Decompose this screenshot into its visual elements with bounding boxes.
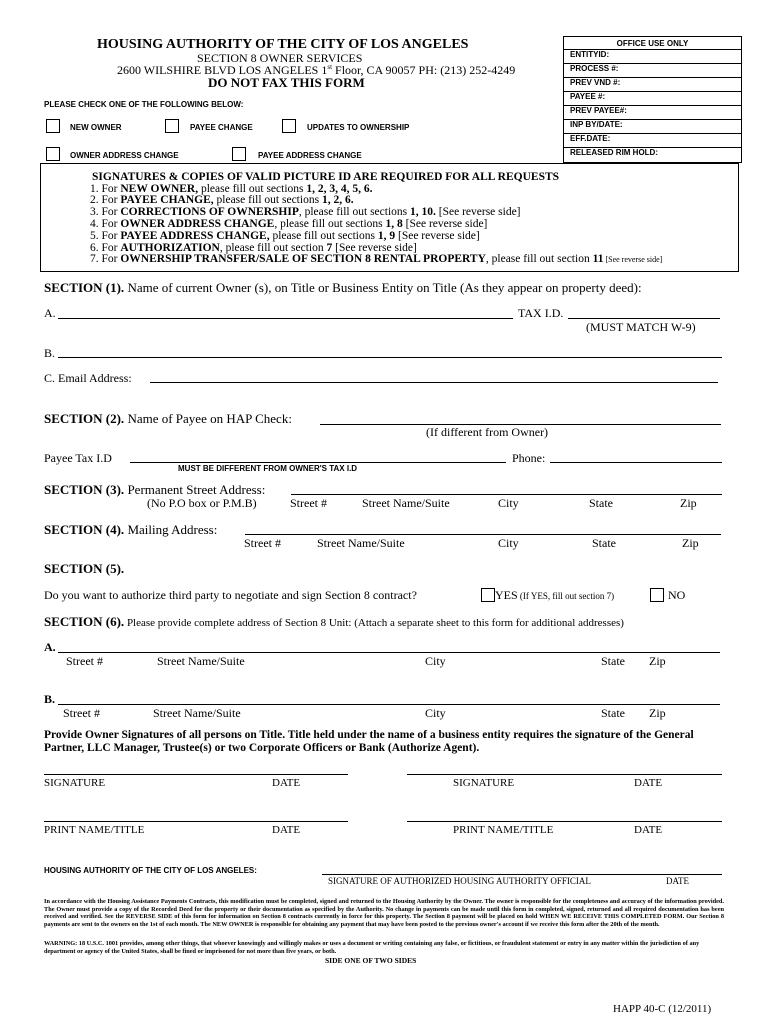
- owner-address-change-label: OWNER ADDRESS CHANGE: [70, 151, 179, 160]
- office-row-prev-payee: PREV PAYEE#:: [564, 105, 741, 115]
- b-street-name-label: Street Name/Suite: [153, 706, 241, 720]
- email-field[interactable]: [150, 382, 718, 383]
- requirements-heading: SIGNATURES & COPIES OF VALID PICTURE ID ARE REQUIRED FOR ALL REQUESTS: [92, 171, 560, 183]
- new-owner-checkbox[interactable]: [46, 119, 60, 133]
- owner-name-b-field[interactable]: [58, 357, 722, 358]
- section-3-heading: SECTION (3). Permanent Street Address:: [44, 482, 266, 497]
- requirement-item: 7. For OWNERSHIP TRANSFER/SALE OF SECTION 8 RENTAL PROPERTY, please fill out section 11 [See reverse side]: [90, 253, 663, 265]
- payee-address-change-checkbox[interactable]: [232, 147, 246, 161]
- s4-street-label: Street #: [244, 536, 281, 550]
- a-city-label: City: [425, 654, 446, 668]
- payee-address-change-label: PAYEE ADDRESS CHANGE: [258, 151, 362, 160]
- agency-address: 2600 WILSHIRE BLVD LOS ANGELES 1st Floor, CA 90057 PH: (213) 252-4249: [117, 63, 516, 77]
- office-row-process: PROCESS #:: [564, 63, 741, 73]
- requirement-item: 6. For AUTHORIZATION, please fill out section 7 [See reverse side]: [90, 242, 417, 254]
- office-use-box: [563, 36, 742, 163]
- no-po-box-note: (No P.O box or P.M.B): [147, 496, 257, 510]
- s3-street-label: Street #: [290, 496, 327, 510]
- email-label: C. Email Address:: [44, 371, 132, 385]
- a-state-label: State: [601, 654, 625, 668]
- b-state-label: State: [601, 706, 625, 720]
- b-zip-label: Zip: [649, 706, 666, 720]
- owner2-print-name-field[interactable]: [407, 821, 722, 822]
- section-1-heading: SECTION (1). Name of current Owner (s), on Title or Business Entity on Title (As they appear on property deed):: [44, 280, 642, 295]
- ha-official-signature-field[interactable]: [322, 874, 722, 875]
- must-match-w9-note: (MUST MATCH W-9): [586, 320, 696, 334]
- b-street-label: Street #: [63, 706, 100, 720]
- sig2-date-label: DATE: [634, 777, 663, 789]
- agency-title: HOUSING AUTHORITY OF THE CITY OF LOS ANGELES: [97, 37, 469, 52]
- authorize-no-checkbox[interactable]: [650, 588, 664, 602]
- phone-field[interactable]: [550, 462, 722, 463]
- owner-address-change-checkbox[interactable]: [46, 147, 60, 161]
- unit-a-address-field[interactable]: [58, 652, 720, 653]
- sig1-label: SIGNATURE: [44, 777, 106, 789]
- tax-id-field[interactable]: [568, 318, 720, 319]
- office-row-prev-vnd: PREV VND #:: [564, 77, 741, 87]
- requirement-item: 3. For CORRECTIONS OF OWNERSHIP, please fill out sections 1, 10. [See reverse side]: [90, 206, 521, 218]
- permanent-address-field[interactable]: [291, 494, 722, 495]
- form-id: HAPP 40-C (12/2011): [613, 1003, 712, 1015]
- section-1b-label: B.: [44, 346, 56, 360]
- sig1-date-label: DATE: [272, 777, 301, 789]
- phone-label: Phone:: [512, 451, 546, 465]
- owner-name-a-field[interactable]: [58, 318, 513, 319]
- owner-signature-instruction: Provide Owner Signatures of all persons on Title. Title held under the name of a business entity requires the signature of the General Partner, LLC Manager, Trustee(s) or two Corporate Officers or Bank (Authorize Agent).: [44, 729, 694, 754]
- new-owner-label: NEW OWNER: [70, 123, 122, 132]
- section-4-heading: SECTION (4). Mailing Address:: [44, 522, 218, 537]
- department-name: SECTION 8 OWNER SERVICES: [197, 51, 363, 65]
- print1-label: PRINT NAME/TITLE: [44, 824, 145, 836]
- authorize-no-label: NO: [668, 588, 686, 602]
- office-row-entityid: ENTITYID:: [564, 49, 741, 59]
- no-fax-notice: DO NOT FAX THIS FORM: [208, 75, 365, 90]
- unit-b-address-field[interactable]: [58, 704, 720, 705]
- payee-change-checkbox[interactable]: [165, 119, 179, 133]
- s3-street-name-label: Street Name/Suite: [362, 496, 450, 510]
- office-row-inp-by-date: INP BY/DATE:: [564, 119, 741, 129]
- side-one-label: SIDE ONE OF TWO SIDES: [325, 956, 417, 965]
- ha-signature-label: HOUSING AUTHORITY OF THE CITY OF LOS ANGELES:: [44, 866, 257, 875]
- must-differ-note: MUST BE DIFFERENT FROM OWNER'S TAX I.D: [178, 464, 358, 473]
- authorize-yes-checkbox[interactable]: [481, 588, 495, 602]
- s3-zip-label: Zip: [680, 496, 697, 510]
- payee-change-label: PAYEE CHANGE: [190, 123, 253, 132]
- section-6-heading: SECTION (6). Please provide complete address of Section 8 Unit: (Attach a separate sheet to this form for additional addresses): [44, 614, 624, 629]
- authorize-yes-label: YES (If YES, fill out section 7): [495, 588, 615, 602]
- s4-state-label: State: [592, 536, 616, 550]
- updates-ownership-label: UPDATES TO OWNERSHIP: [307, 123, 410, 132]
- authorize-question: Do you want to authorize third party to negotiate and sign Section 8 contract?: [44, 588, 417, 602]
- payee-tax-id-label: Payee Tax I.D: [44, 451, 112, 465]
- section-5-heading: SECTION (5).: [44, 561, 125, 576]
- s4-zip-label: Zip: [682, 536, 699, 550]
- print2-label: PRINT NAME/TITLE: [453, 824, 554, 836]
- section-1a-label: A.: [44, 306, 56, 320]
- unit-a-label: A.: [44, 640, 56, 654]
- a-zip-label: Zip: [649, 654, 666, 668]
- office-row-payee: PAYEE #:: [564, 91, 741, 101]
- owner1-print-name-field[interactable]: [44, 821, 348, 822]
- if-different-note: (If different from Owner): [426, 425, 549, 439]
- s4-city-label: City: [498, 536, 519, 550]
- mailing-address-field[interactable]: [245, 534, 721, 535]
- owner1-signature-field[interactable]: [44, 774, 348, 775]
- check-instruction: PLEASE CHECK ONE OF THE FOLLOWING BELOW:: [44, 100, 244, 109]
- sig2-label: SIGNATURE: [453, 777, 515, 789]
- requirement-item: 5. For PAYEE ADDRESS CHANGE, please fill out sections 1, 9 [See reverse side]: [90, 230, 480, 242]
- print1-date-label: DATE: [272, 824, 301, 836]
- section-2-heading: SECTION (2). Name of Payee on HAP Check:: [44, 411, 292, 426]
- ha-official-label: SIGNATURE OF AUTHORIZED HOUSING AUTHORITY OFFICIAL: [328, 876, 591, 886]
- tax-id-label: TAX I.D.: [518, 306, 564, 320]
- ha-date-label: DATE: [666, 876, 689, 886]
- requirement-item: 1. For NEW OWNER, please fill out sections 1, 2, 3, 4, 5, 6.: [90, 183, 373, 195]
- owner2-signature-field[interactable]: [407, 774, 722, 775]
- warning-paragraph: WARNING: 18 U.S.C. 1001 provides, among other things, that whoever knowingly and willingly makes or uses a document or writing containing any false, or fictitious, or fraudulent statement or entry in any matter within the jurisdiction of any department or agency of the United States, shall be fined or imprisoned for not more than five years, or both.: [44, 940, 700, 955]
- print2-date-label: DATE: [634, 824, 663, 836]
- office-use-title: OFFICE USE ONLY: [616, 39, 689, 48]
- requirement-item: 4. For OWNER ADDRESS CHANGE, please fill out sections 1, 8 [See reverse side]: [90, 218, 488, 230]
- office-row-eff-date: EFF.DATE:: [564, 133, 741, 143]
- updates-ownership-checkbox[interactable]: [282, 119, 296, 133]
- payee-tax-id-field[interactable]: [130, 462, 506, 463]
- office-row-released-rim-hold: RELEASED RIM HOLD:: [564, 147, 741, 157]
- b-city-label: City: [425, 706, 446, 720]
- a-street-name-label: Street Name/Suite: [157, 654, 245, 668]
- s3-city-label: City: [498, 496, 519, 510]
- legal-paragraph: In accordance with the Housing Assistance Payments Contracts, this modification must be completed, signed and returned to the Housing Authority by the Owner. The owner is responsible for the completeness and accuracy of the information provided. The Owner must provide a copy of the Recorded Deed for the property or their documentation as specified by the Authority. No change in payments can be made until this form in completed, signed, returned and all required documentation has been received and verified. See the REVERSE SIDE of this form for information on Section 8 contracts currently in force for this property. The Section 8 payment will be placed on hold WHEN WE RECEIVE THIS COMPLETED FORM. Our Section 8 payments are sent to the owners on the 1st of each month. The NEW OWNER is responsible for obtaining any payment that may have been posted to the previous owner's account if we receive this form after the 20th of the month.: [44, 898, 724, 928]
- s4-street-name-label: Street Name/Suite: [317, 536, 405, 550]
- requirement-item: 2. For PAYEE CHANGE, please fill out sections 1, 2, 6.: [90, 194, 354, 206]
- s3-state-label: State: [589, 496, 613, 510]
- a-street-label: Street #: [66, 654, 103, 668]
- unit-b-label: B.: [44, 692, 56, 706]
